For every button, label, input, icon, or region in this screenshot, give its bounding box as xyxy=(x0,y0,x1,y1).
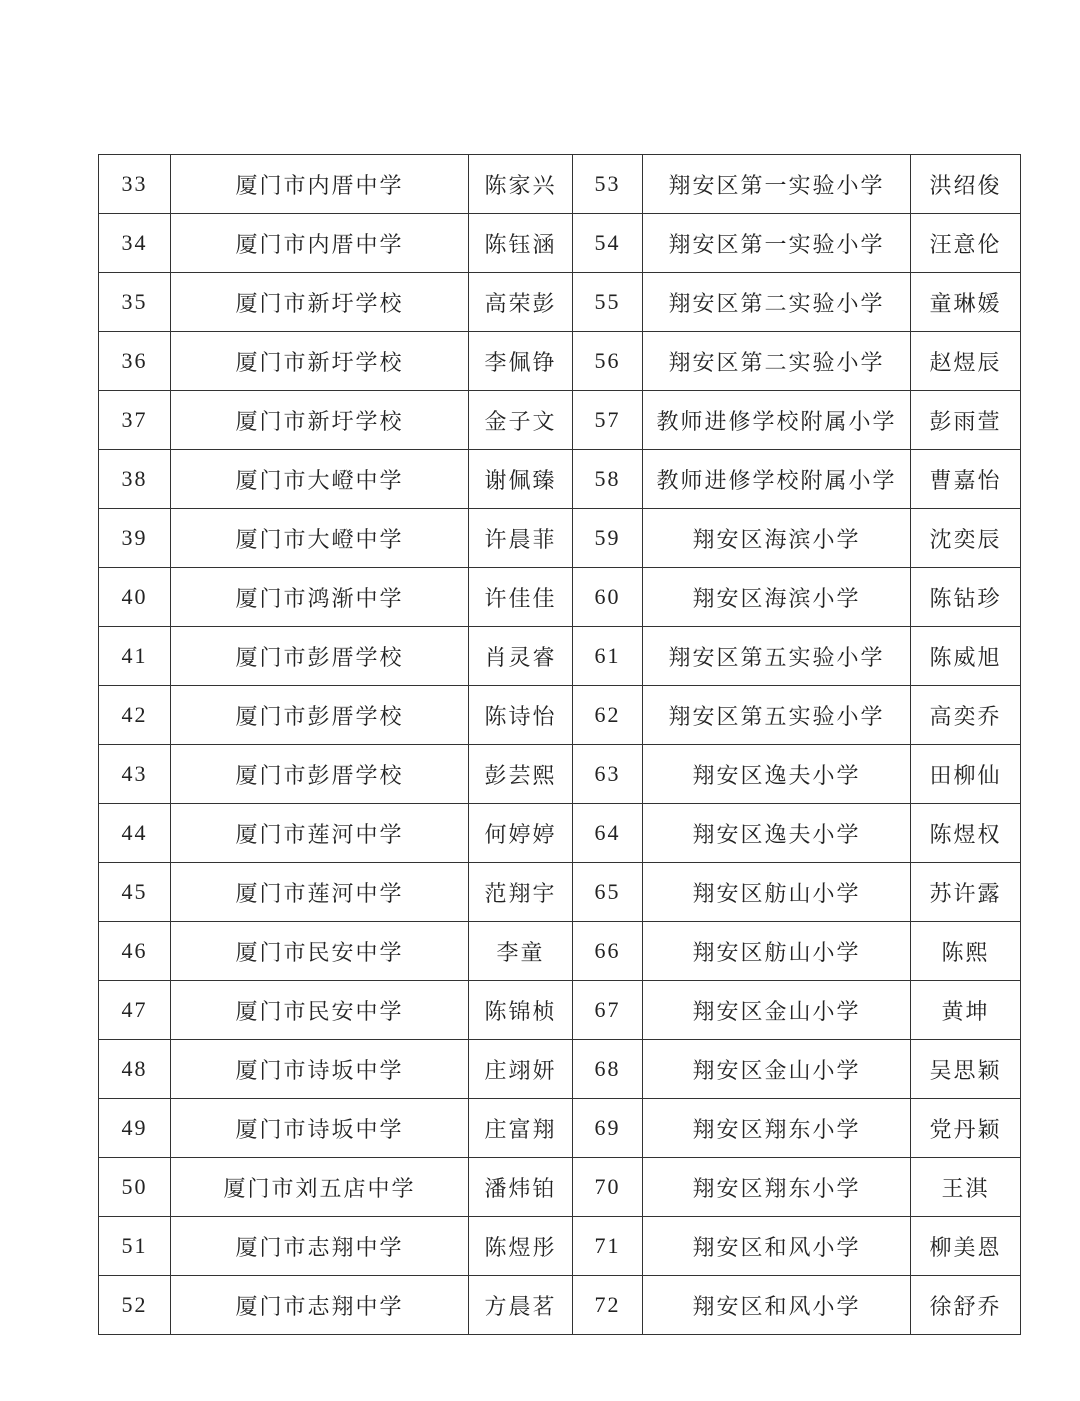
school-name-right: 翔安区第五实验小学 xyxy=(643,627,911,686)
student-name-left: 肖灵睿 xyxy=(469,627,573,686)
row-number-right: 71 xyxy=(573,1217,643,1276)
school-name-right: 翔安区第二实验小学 xyxy=(643,273,911,332)
school-name-left: 厦门市内厝中学 xyxy=(171,155,469,214)
student-name-left: 潘炜铂 xyxy=(469,1158,573,1217)
student-name-left: 许晨菲 xyxy=(469,509,573,568)
school-name-right: 翔安区逸夫小学 xyxy=(643,745,911,804)
row-number-right: 65 xyxy=(573,863,643,922)
school-name-right: 翔安区金山小学 xyxy=(643,1040,911,1099)
student-name-right: 党丹颖 xyxy=(911,1099,1021,1158)
school-name-left: 厦门市莲河中学 xyxy=(171,804,469,863)
row-number-left: 39 xyxy=(99,509,171,568)
school-name-right: 翔安区舫山小学 xyxy=(643,863,911,922)
school-name-left: 厦门市民安中学 xyxy=(171,922,469,981)
school-name-right: 教师进修学校附属小学 xyxy=(643,391,911,450)
row-number-left: 40 xyxy=(99,568,171,627)
table-row xyxy=(99,214,1021,273)
table-row xyxy=(99,568,1021,627)
student-name-left: 李童 xyxy=(469,922,573,981)
row-number-right: 54 xyxy=(573,214,643,273)
row-number-left: 36 xyxy=(99,332,171,391)
row-number-right: 59 xyxy=(573,509,643,568)
row-number-right: 68 xyxy=(573,1040,643,1099)
row-number-right: 63 xyxy=(573,745,643,804)
table-row xyxy=(99,509,1021,568)
table-row xyxy=(99,391,1021,450)
student-name-left: 何婷婷 xyxy=(469,804,573,863)
row-number-right: 60 xyxy=(573,568,643,627)
student-name-left: 金子文 xyxy=(469,391,573,450)
row-number-left: 34 xyxy=(99,214,171,273)
school-name-left: 厦门市志翔中学 xyxy=(171,1276,469,1335)
school-name-left: 厦门市彭厝学校 xyxy=(171,627,469,686)
row-number-left: 49 xyxy=(99,1099,171,1158)
table-row xyxy=(99,332,1021,391)
school-name-right: 翔安区第一实验小学 xyxy=(643,214,911,273)
row-number-right: 69 xyxy=(573,1099,643,1158)
row-number-right: 72 xyxy=(573,1276,643,1335)
student-name-right: 洪绍俊 xyxy=(911,155,1021,214)
school-name-right: 翔安区逸夫小学 xyxy=(643,804,911,863)
row-number-left: 37 xyxy=(99,391,171,450)
student-name-left: 许佳佳 xyxy=(469,568,573,627)
school-name-right: 翔安区翔东小学 xyxy=(643,1099,911,1158)
table-row xyxy=(99,627,1021,686)
table-row xyxy=(99,1276,1021,1335)
student-name-left: 陈家兴 xyxy=(469,155,573,214)
row-number-right: 61 xyxy=(573,627,643,686)
student-name-left: 陈钰涵 xyxy=(469,214,573,273)
school-name-left: 厦门市彭厝学校 xyxy=(171,686,469,745)
school-name-left: 厦门市莲河中学 xyxy=(171,863,469,922)
student-name-left: 陈诗怡 xyxy=(469,686,573,745)
school-name-left: 厦门市新圩学校 xyxy=(171,273,469,332)
student-name-right: 陈熙 xyxy=(911,922,1021,981)
school-name-right: 翔安区和风小学 xyxy=(643,1217,911,1276)
row-number-left: 44 xyxy=(99,804,171,863)
student-name-right: 徐舒乔 xyxy=(911,1276,1021,1335)
student-name-left: 高荣彭 xyxy=(469,273,573,332)
table-row xyxy=(99,273,1021,332)
table-row xyxy=(99,745,1021,804)
student-name-left: 范翔宇 xyxy=(469,863,573,922)
student-name-right: 黄坤 xyxy=(911,981,1021,1040)
row-number-right: 67 xyxy=(573,981,643,1040)
student-name-right: 高奕乔 xyxy=(911,686,1021,745)
school-name-right: 翔安区和风小学 xyxy=(643,1276,911,1335)
school-name-left: 厦门市大嶝中学 xyxy=(171,509,469,568)
student-name-right: 田柳仙 xyxy=(911,745,1021,804)
row-number-left: 42 xyxy=(99,686,171,745)
student-name-left: 庄翊妍 xyxy=(469,1040,573,1099)
roster-table xyxy=(98,154,1021,1335)
student-name-right: 汪意伦 xyxy=(911,214,1021,273)
school-name-left: 厦门市民安中学 xyxy=(171,981,469,1040)
school-name-right: 翔安区金山小学 xyxy=(643,981,911,1040)
table-row xyxy=(99,981,1021,1040)
row-number-right: 70 xyxy=(573,1158,643,1217)
row-number-left: 50 xyxy=(99,1158,171,1217)
school-name-left: 厦门市新圩学校 xyxy=(171,391,469,450)
school-name-left: 厦门市彭厝学校 xyxy=(171,745,469,804)
row-number-right: 64 xyxy=(573,804,643,863)
table-row xyxy=(99,1099,1021,1158)
school-name-left: 厦门市新圩学校 xyxy=(171,332,469,391)
roster-body xyxy=(99,155,1021,1335)
row-number-right: 66 xyxy=(573,922,643,981)
student-name-right: 柳美恩 xyxy=(911,1217,1021,1276)
row-number-right: 57 xyxy=(573,391,643,450)
table-row xyxy=(99,450,1021,509)
student-name-right: 赵煜辰 xyxy=(911,332,1021,391)
table-row xyxy=(99,1217,1021,1276)
row-number-left: 41 xyxy=(99,627,171,686)
row-number-right: 53 xyxy=(573,155,643,214)
school-name-right: 翔安区第二实验小学 xyxy=(643,332,911,391)
school-name-right: 翔安区第五实验小学 xyxy=(643,686,911,745)
row-number-left: 46 xyxy=(99,922,171,981)
student-name-right: 沈奕辰 xyxy=(911,509,1021,568)
school-name-left: 厦门市诗坂中学 xyxy=(171,1040,469,1099)
table-row xyxy=(99,1158,1021,1217)
school-name-left: 厦门市鸿渐中学 xyxy=(171,568,469,627)
row-number-right: 58 xyxy=(573,450,643,509)
row-number-left: 45 xyxy=(99,863,171,922)
row-number-right: 55 xyxy=(573,273,643,332)
row-number-left: 51 xyxy=(99,1217,171,1276)
student-name-left: 陈煜彤 xyxy=(469,1217,573,1276)
student-name-left: 李佩铮 xyxy=(469,332,573,391)
school-name-right: 翔安区海滨小学 xyxy=(643,568,911,627)
table-row xyxy=(99,686,1021,745)
student-name-right: 彭雨萱 xyxy=(911,391,1021,450)
student-name-right: 曹嘉怡 xyxy=(911,450,1021,509)
table-row xyxy=(99,155,1021,214)
student-name-right: 吴思颖 xyxy=(911,1040,1021,1099)
student-name-right: 陈威旭 xyxy=(911,627,1021,686)
table-row xyxy=(99,1040,1021,1099)
school-name-left: 厦门市大嶝中学 xyxy=(171,450,469,509)
row-number-left: 43 xyxy=(99,745,171,804)
school-name-left: 厦门市刘五店中学 xyxy=(171,1158,469,1217)
school-name-right: 翔安区海滨小学 xyxy=(643,509,911,568)
row-number-left: 38 xyxy=(99,450,171,509)
student-name-right: 王淇 xyxy=(911,1158,1021,1217)
table-row xyxy=(99,922,1021,981)
school-name-left: 厦门市内厝中学 xyxy=(171,214,469,273)
student-name-left: 方晨茗 xyxy=(469,1276,573,1335)
row-number-left: 52 xyxy=(99,1276,171,1335)
student-name-right: 苏许露 xyxy=(911,863,1021,922)
row-number-right: 62 xyxy=(573,686,643,745)
student-name-left: 彭芸熙 xyxy=(469,745,573,804)
row-number-left: 33 xyxy=(99,155,171,214)
school-name-right: 翔安区舫山小学 xyxy=(643,922,911,981)
school-name-right: 翔安区第一实验小学 xyxy=(643,155,911,214)
table-row xyxy=(99,804,1021,863)
table-row xyxy=(99,863,1021,922)
row-number-right: 56 xyxy=(573,332,643,391)
school-name-right: 教师进修学校附属小学 xyxy=(643,450,911,509)
school-name-left: 厦门市志翔中学 xyxy=(171,1217,469,1276)
student-name-left: 陈锦桢 xyxy=(469,981,573,1040)
row-number-left: 47 xyxy=(99,981,171,1040)
row-number-left: 35 xyxy=(99,273,171,332)
student-name-left: 谢佩臻 xyxy=(469,450,573,509)
student-name-left: 庄富翔 xyxy=(469,1099,573,1158)
school-name-left: 厦门市诗坂中学 xyxy=(171,1099,469,1158)
student-name-right: 陈煜权 xyxy=(911,804,1021,863)
student-name-right: 童琳媛 xyxy=(911,273,1021,332)
school-name-right: 翔安区翔东小学 xyxy=(643,1158,911,1217)
row-number-left: 48 xyxy=(99,1040,171,1099)
student-name-right: 陈钻珍 xyxy=(911,568,1021,627)
